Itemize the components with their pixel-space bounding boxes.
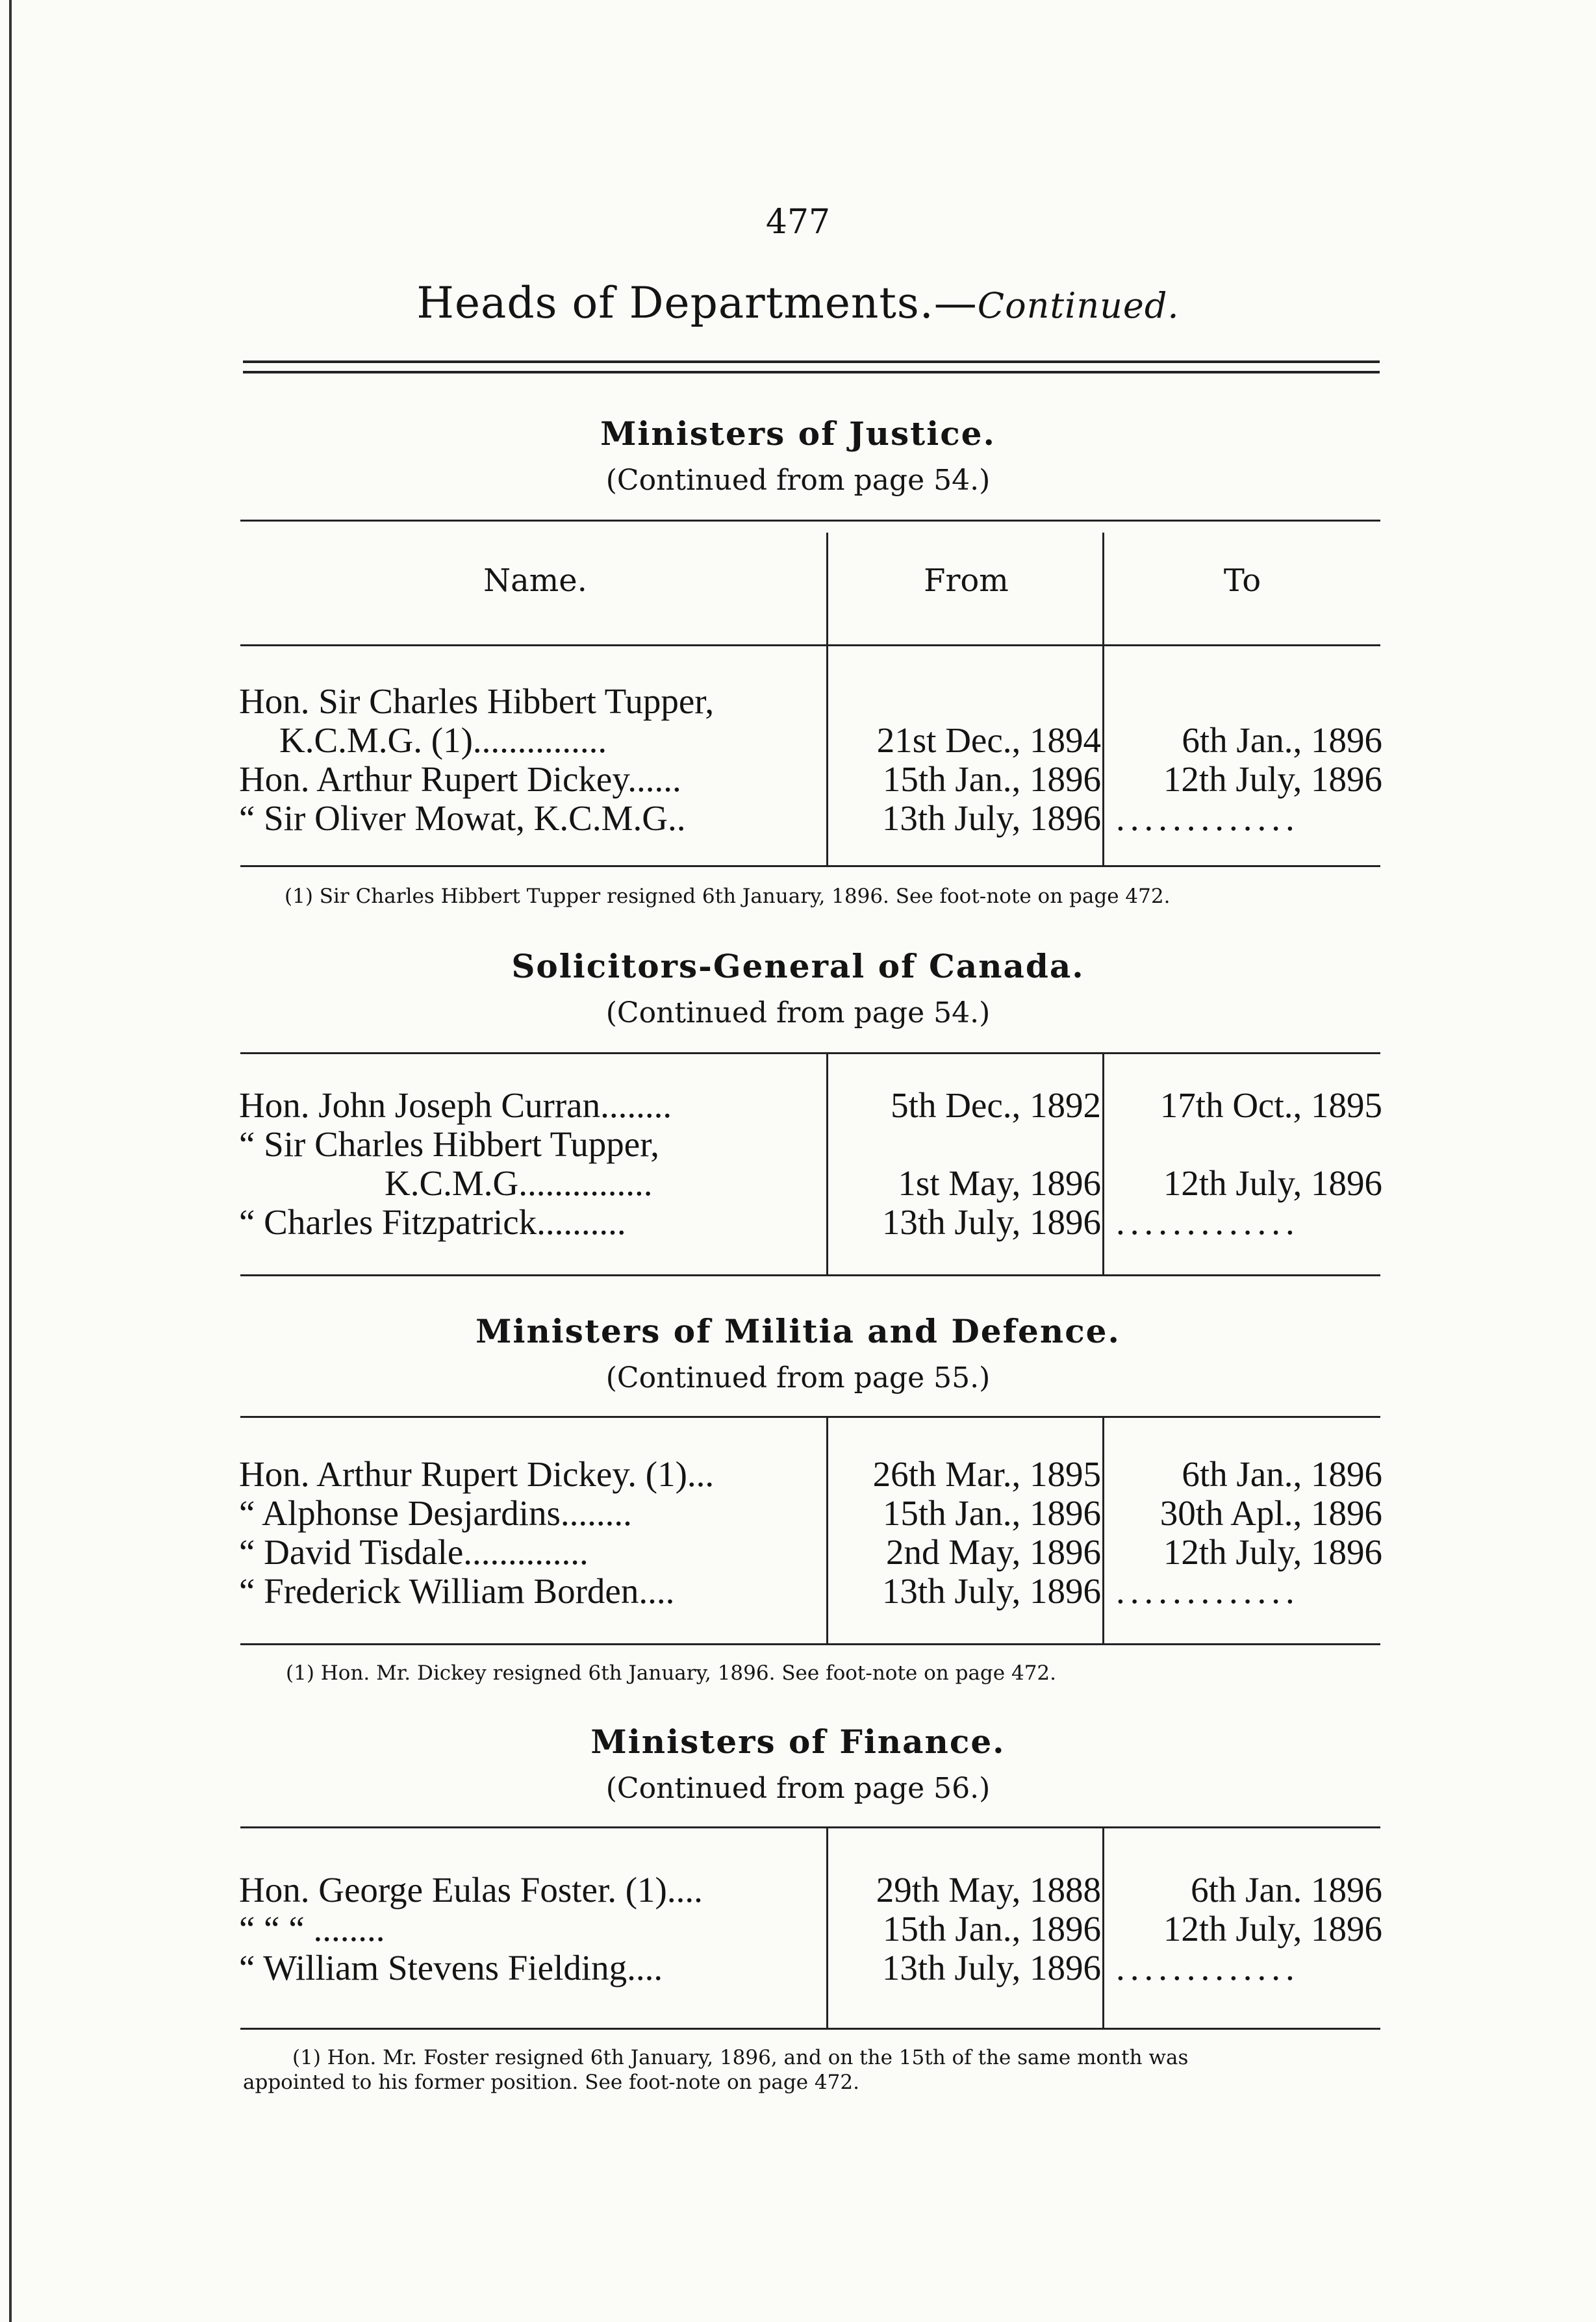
page-edge-rule <box>9 0 12 2322</box>
table-row-from: 13th July, 1896 <box>881 1202 1101 1242</box>
table-top-rule <box>240 1052 1380 1054</box>
section-title-militia: Ministers of Militia and Defence. <box>475 1312 1121 1350</box>
table-row-to: 6th Jan. 1896 <box>1191 1870 1382 1910</box>
table-bottom-rule <box>240 1274 1380 1276</box>
heading-continued: Continued. <box>977 285 1180 326</box>
section-subtitle-justice: (Continued from pa⁠ge 54.) <box>605 464 991 497</box>
table-row-name: “ Sir Oliver Mowat, K.C.M.G.. <box>239 798 686 838</box>
section-subtitle-solicitors: (Continued from page 54.) <box>605 996 991 1029</box>
table-row-name: K.C.M.G............... <box>385 1163 653 1203</box>
table-row-from: 2nd May, 1896 <box>886 1532 1101 1572</box>
table-row-name: “ “ “ ........ <box>239 1909 385 1949</box>
column-header-from: From <box>924 562 1009 599</box>
table-row-to: 12th July, 1896 <box>1163 1163 1382 1203</box>
section-title-solicitors: Solicitors-General of Canada. <box>511 947 1085 985</box>
table-row-name: “ Charles Fitzpatrick.......... <box>239 1202 626 1242</box>
table-row-to: 12th July, 1896 <box>1163 1532 1382 1572</box>
table-row-from: 1st May, 1896 <box>898 1163 1101 1203</box>
heading-main: Heads of Departments.— <box>416 278 978 328</box>
page-heading <box>0 278 1596 328</box>
footnote-line: (1) Hon. Mr. Foster resigned 6th January, 1896, and on the 15th of the same month was <box>292 2046 1189 2069</box>
table-row-from: 13th July, 1896 <box>881 1571 1101 1611</box>
table-row-name: Hon. John Joseph Curran........ <box>239 1085 672 1125</box>
table-top-rule <box>240 1416 1380 1418</box>
table-row-name: Hon. Arthur Rupert Dickey...... <box>239 759 681 799</box>
table-bottom-rule <box>240 2028 1380 2030</box>
table-row-name: K.C.M.G. (1)............... <box>279 720 607 760</box>
table-row-name: “ William Stevens Fielding.... <box>239 1948 663 1988</box>
table-row-from: 13th July, 1896 <box>881 798 1101 838</box>
table-row-from: 13th July, 1896 <box>881 1948 1101 1988</box>
column-divider <box>826 1417 828 1645</box>
footnote: (1) Hon. Mr. Dickey resigned 6th January, 1896. See foot-note on page 472. <box>286 1661 1056 1685</box>
footnote-line: appointed to his former position. See foot-note on page 472. <box>243 2071 859 2094</box>
table-row-to: ............. <box>1116 1948 1300 1988</box>
table-row-name: “ David Tisdale.............. <box>239 1532 589 1572</box>
column-divider <box>1102 1417 1104 1645</box>
table-top-rule <box>240 520 1380 522</box>
heading-double-rule <box>243 360 1380 373</box>
table-row-from: 15th Jan., 1896 <box>882 1493 1101 1533</box>
table-row-to: ............. <box>1116 1202 1300 1242</box>
footnote: (1) Sir Charles Hibbert Tupper resigned 6th January, 1896. See foot-note on page 472. <box>285 885 1171 908</box>
section-subtitle-finance: (Continued from page 56.) <box>605 1772 991 1805</box>
table-row-to: ............. <box>1116 798 1300 838</box>
column-header-name: Name. <box>483 562 587 599</box>
table-row-from: 15th Jan., 1896 <box>882 1909 1101 1949</box>
section-subtitle-militia: (Continued from page 55.) <box>605 1361 991 1394</box>
table-row-name: “ Sir Charles Hibbert Tupper, <box>239 1124 660 1164</box>
column-divider <box>1102 533 1104 865</box>
table-row-to: 12th July, 1896 <box>1163 1909 1382 1949</box>
section-title-finance: Ministers of Finance. <box>590 1723 1006 1761</box>
column-divider <box>1102 1828 1104 2029</box>
table-row-from: 5th Dec., 1892 <box>891 1085 1101 1125</box>
section-title-justice: Ministers of Justice. <box>600 414 996 453</box>
table-row-to: ............. <box>1116 1571 1300 1611</box>
table-row-name: “ Frederick William Borden.... <box>239 1571 675 1611</box>
table-row-name: Hon. Arthur Rupert Dickey. (1)... <box>239 1454 715 1494</box>
table-row-to: 17th Oct., 1895 <box>1159 1085 1382 1125</box>
table-row-from: 26th Mar., 1895 <box>872 1454 1101 1494</box>
column-header-to: To <box>1223 562 1261 599</box>
header-bottom-rule <box>240 644 1380 646</box>
table-row-to: 6th Jan., 1896 <box>1182 720 1382 760</box>
table-row-to: 12th July, 1896 <box>1163 759 1382 799</box>
table-row-from: 29th May, 1888 <box>876 1870 1101 1910</box>
table-row-from: 15th Jan., 1896 <box>882 759 1101 799</box>
column-divider <box>826 533 828 865</box>
column-divider <box>826 1054 828 1274</box>
column-divider <box>826 1828 828 2029</box>
table-row-from: 21st Dec., 1894 <box>876 720 1101 760</box>
table-row-name: Hon. George Eulas Foster. (1).... <box>239 1870 703 1910</box>
table-bottom-rule <box>240 865 1380 867</box>
table-bottom-rule <box>240 1643 1380 1645</box>
table-row-to: 30th Apl., 1896 <box>1159 1493 1382 1533</box>
table-row-name: Hon. Sir Charles Hibbert Tupper, <box>239 681 715 721</box>
page-number: 477 <box>765 203 831 242</box>
table-top-rule <box>240 1826 1380 1828</box>
column-divider <box>1102 1054 1104 1274</box>
table-row-name: “ Alphonse Desjardins........ <box>239 1493 632 1533</box>
table-row-to: 6th Jan., 1896 <box>1182 1454 1382 1494</box>
